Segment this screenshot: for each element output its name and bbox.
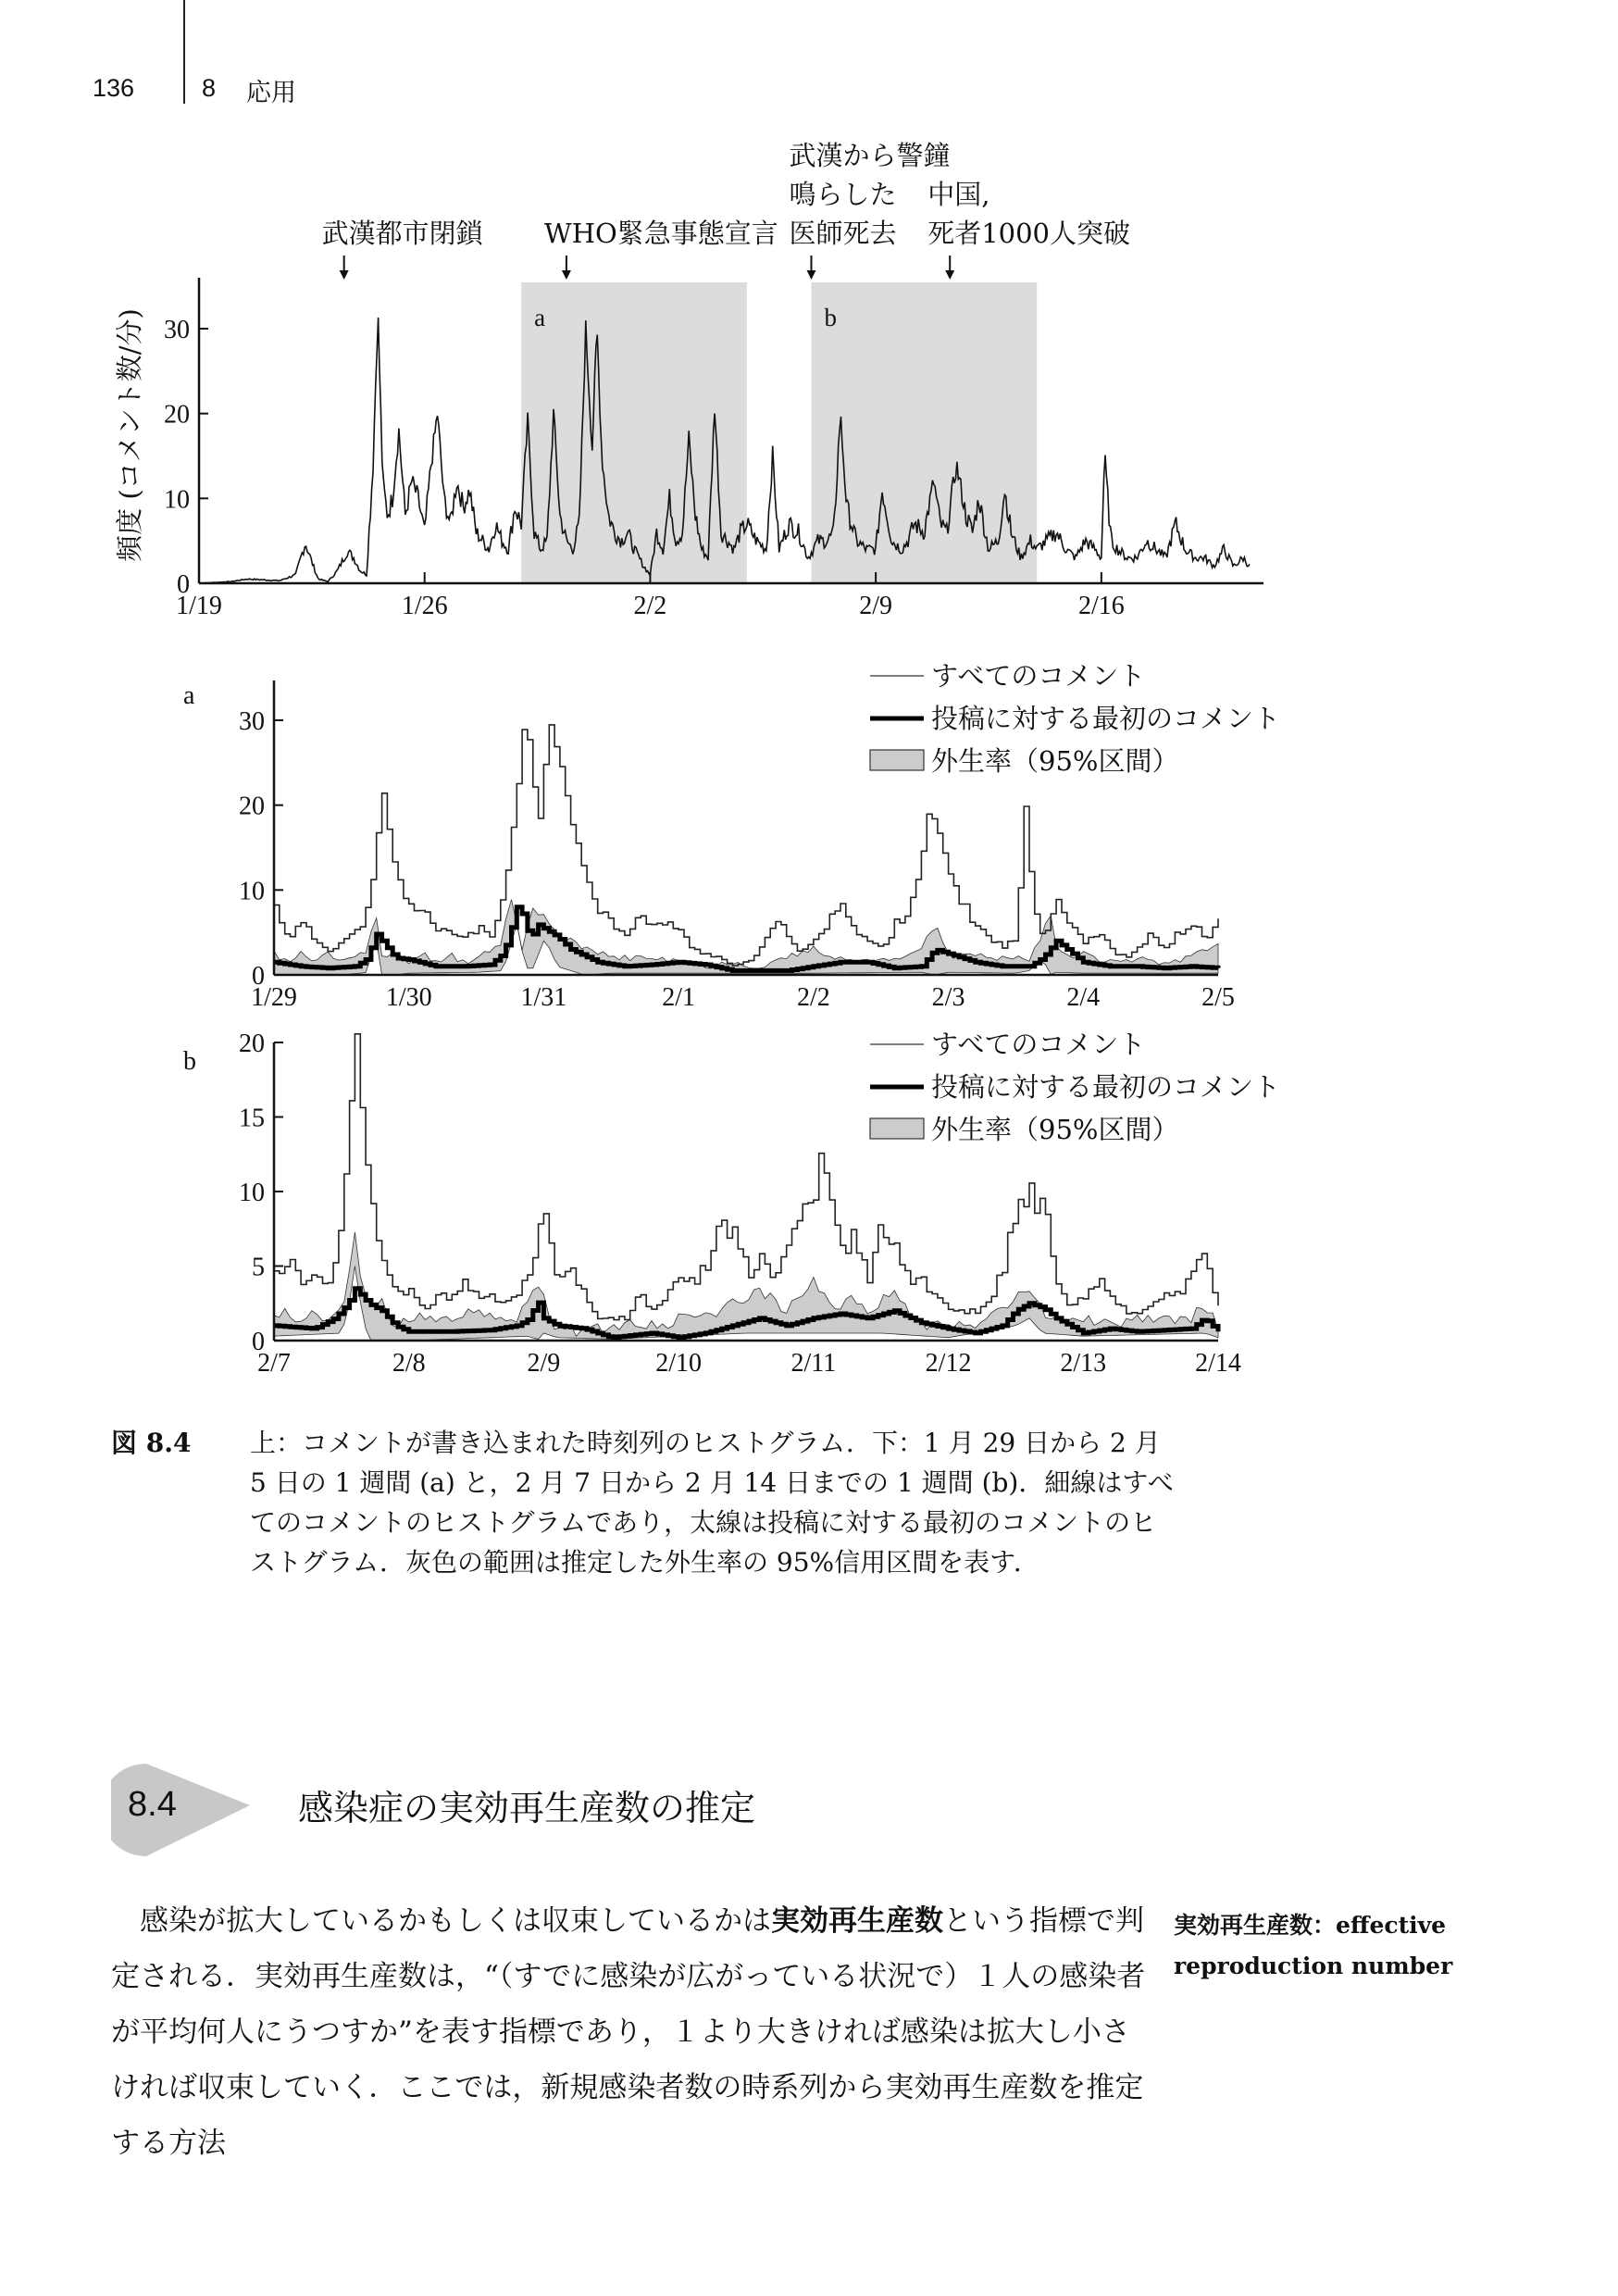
x-tick-label: 1/19 [176,592,222,620]
shaded-region-label: a [534,304,546,331]
y-tick-label: 0 [252,1328,265,1356]
body-text-2: という指標で判定される．実効再生産数は，“（すでに感染が広がっている状況で）１人の感染者が平均何人にうつすか”を表す指標であり，１より大きければ感染は拡大し小さければ収束していく．ここでは，新規感染者数の時系列から実効再生産数を推定する方法 [111,1904,1146,2160]
x-tick-label: 2/11 [790,1349,837,1378]
x-tick-label: 2/2 [796,983,830,1012]
x-tick-label: 2/2 [633,592,667,620]
x-tick-label: 2/14 [1195,1349,1241,1378]
x-tick-label: 2/3 [931,983,965,1012]
margin-note-english: effective reproduction number [1174,1912,1453,1979]
y-ticks [164,316,208,599]
x-tick-label: 2/10 [655,1349,703,1378]
y-tick-label: 30 [239,707,265,736]
legend-label: 外生率（95%区間） [931,745,1179,777]
x-tick-label: 2/8 [392,1349,426,1378]
section-title: 感染症の実効再生産数の推定 [298,1788,756,1828]
annotation-text: WHO緊急事態宣言 [543,218,778,249]
y-tick-label: 20 [164,400,190,430]
y-tick-label: 20 [239,1029,265,1058]
annotation-text: 中国, [927,179,990,210]
chart-top [114,140,1263,620]
legend-label: すべてのコメント [931,1029,1146,1060]
y-tick-label: 10 [164,485,190,515]
y-tick-label: 20 [239,792,265,821]
y-tick-label: 0 [252,962,265,991]
body-text-1: 感染が拡大しているかもしくは収束しているかは [140,1904,771,1938]
y-tick-label: 15 [239,1104,265,1133]
y-tick-label: 30 [164,316,190,344]
x-tick-label: 2/5 [1201,983,1235,1012]
legend [870,1029,1280,1145]
legend-label: 投稿に対する最初のコメント [931,1071,1281,1103]
legend-swatch-band [870,1118,924,1139]
x-ticks [257,1349,1241,1378]
y-ticks [239,707,283,991]
x-tick-label: 2/7 [257,1349,291,1378]
legend-label: すべてのコメント [931,660,1146,692]
chapter-title: 応用 [246,79,296,107]
caption-label: 図 8.4 [111,1428,192,1458]
legend-label: 外生率（95%区間） [931,1114,1179,1145]
event-annotations [322,140,1130,280]
y-ticks [239,1029,283,1356]
shaded-region-label: b [824,304,838,331]
panel-label-b: b [183,1047,196,1076]
x-tick-label: 2/16 [1077,592,1125,620]
x-tick-label: 1/30 [385,983,432,1012]
caption-text: 上：コメントが書き込まれた時刻列のヒストグラム．下：1 月 29 日から 2 月 5 日の 1 週間 (a) と，2 月 7 日から 2 月 14 日までの 1 週間 (b)．細線はすべてのコメントのヒストグラムであり，太線は投稿に対する最初のコメントのヒストグラム．灰色の範囲は推定した外生率の 95%信用区間を表す． [250,1428,1174,1578]
legend-label: 投稿に対する最初のコメント [931,703,1281,734]
key-term: 実効再生産数 [771,1904,943,1938]
annotation-text: 鳴らした [789,179,897,210]
y-tick-label: 0 [177,570,190,599]
y-axis-label: 頻度 (コメント数/分) [114,308,145,562]
body-paragraph [111,1893,1148,2171]
chart-a [183,660,1280,1012]
margin-note-term: 実効再生産数： [1174,1912,1337,1939]
x-tick-label: 2/4 [1066,983,1101,1012]
annotation-text: 死者1000人突破 [927,218,1131,249]
x-tick-label: 1/29 [251,983,297,1012]
x-tick-label: 2/12 [925,1349,972,1378]
y-tick-label: 5 [252,1253,265,1282]
annotation-text: 医師死去 [789,218,897,249]
x-ticks [251,983,1235,1012]
y-tick-label: 10 [239,877,265,906]
chapter-number: 8 [202,74,217,102]
legend-swatch-band [870,750,924,770]
x-tick-label: 2/1 [662,983,696,1012]
x-tick-label: 2/9 [527,1349,561,1378]
x-tick-label: 2/9 [859,592,893,620]
annotation-text: 武漢都市閉鎖 [321,218,483,249]
arrow-down-icon [562,270,571,280]
chart-b [183,1029,1280,1378]
x-tick-label: 1/31 [520,983,567,1012]
arrow-down-icon [340,270,349,280]
page-number: 136 [93,74,135,102]
legend [870,660,1280,777]
section-number: 8.4 [128,1785,177,1824]
y-tick-label: 10 [239,1179,265,1207]
x-tick-label: 2/13 [1060,1349,1107,1378]
x-tick-label: 1/26 [401,592,448,620]
arrow-down-icon [807,270,816,280]
arrow-down-icon [945,270,954,280]
panel-label-a: a [183,681,195,710]
margin-note [1174,1905,1479,1987]
annotation-text: 武漢から警鐘 [789,140,951,171]
